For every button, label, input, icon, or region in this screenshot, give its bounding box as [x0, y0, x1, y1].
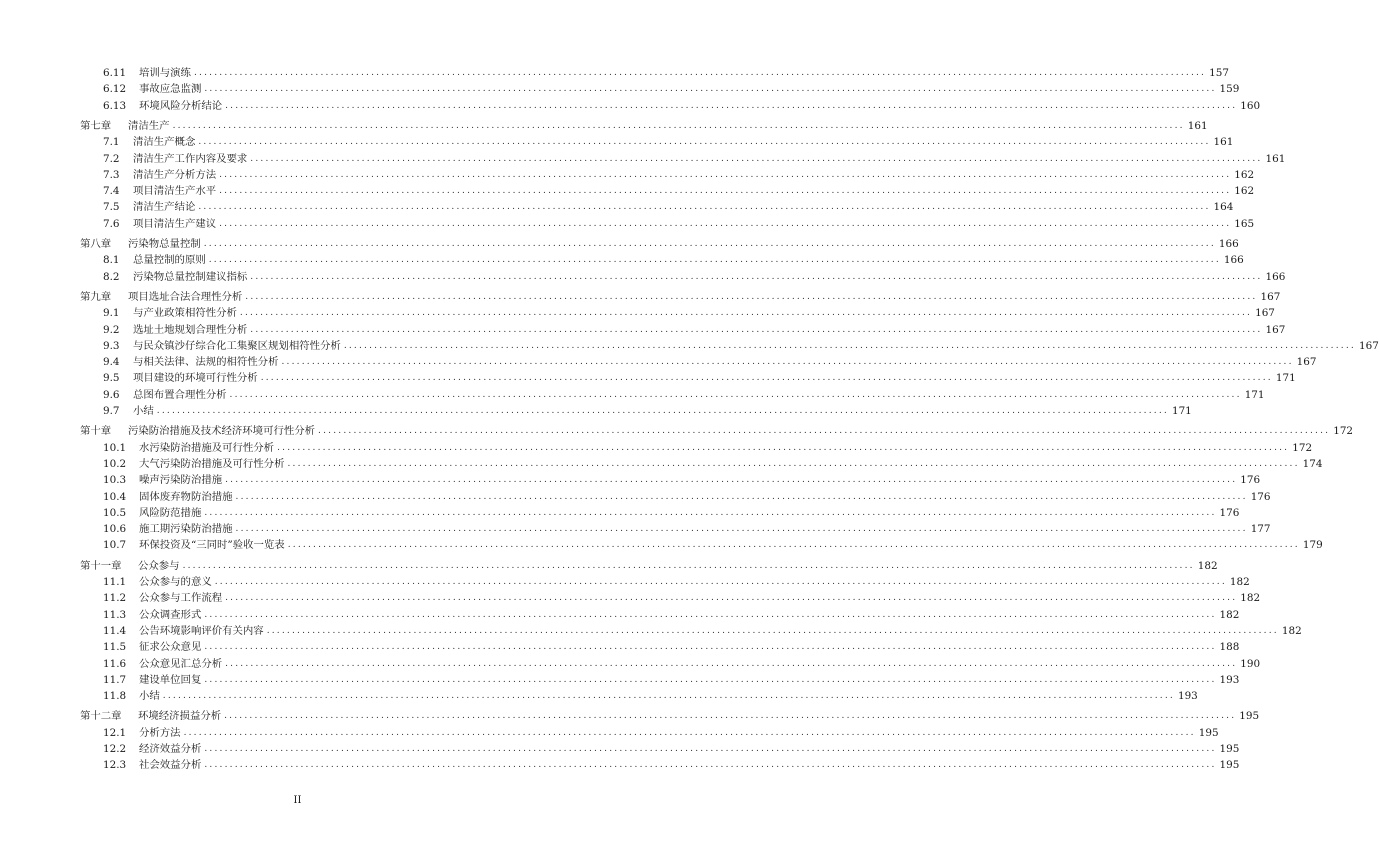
toc-entry-number: 11.7	[103, 673, 127, 686]
toc-entry-title: 与产业政策相符性分析	[133, 307, 237, 320]
toc-leader-dots: ........................................................................................................................................................................................................	[208, 255, 1221, 266]
toc-leader-dots: ........................................................................................................................................................................................................	[225, 475, 1238, 486]
toc-entry-number: 第八章	[80, 238, 112, 250]
toc-entry-page: 171	[1171, 405, 1192, 417]
toc-leader-dots: ........................................................................................................................................................................................................	[287, 458, 1300, 469]
toc-entry-number: 11.5	[103, 641, 127, 654]
toc-leader-dots: ........................................................................................................................................................................................................	[260, 373, 1273, 384]
toc-entry-title: 清洁生产分析方法	[133, 168, 217, 181]
toc-entry-number: 10.6	[103, 523, 127, 536]
toc-leader-dots: ........................................................................................................................................................................................................	[219, 186, 1232, 197]
toc-chapter-entry[interactable]	[80, 559, 1218, 573]
toc-leader-dots: ........................................................................................................................................................................................................	[182, 560, 1195, 571]
toc-section-entry[interactable]	[103, 758, 1240, 772]
toc-entry-title: 经济效益分析	[139, 743, 202, 755]
toc-entry-page: 167	[1255, 307, 1275, 320]
toc-entry-title: 环境经济损益分析	[138, 710, 222, 723]
toc-entry-page: 176	[1250, 490, 1271, 503]
toc-entry-number: 第九章	[80, 290, 112, 303]
toc-chapter-entry[interactable]	[80, 709, 1260, 723]
toc-leader-dots: ........................................................................................................................................................................................................	[281, 357, 1294, 368]
toc-entry-page: 165	[1234, 217, 1255, 230]
toc-entry-title: 公众意见汇总分析	[139, 657, 223, 670]
toc-entry-page: 195	[1219, 759, 1240, 772]
toc-entry-number: 11.3	[103, 608, 127, 621]
toc-section-entry[interactable]	[103, 473, 1261, 487]
page-number-footer: II	[293, 795, 302, 806]
toc-section-entry[interactable]	[103, 657, 1261, 671]
toc-entry-number: 12.3	[103, 759, 127, 772]
toc-entry-title: 与民众镇沙仔综合化工集聚区规划相符性分析	[133, 339, 341, 352]
toc-leader-dots: ........................................................................................................................................................................................................	[224, 711, 1237, 722]
toc-entry-page: 171	[1275, 372, 1296, 385]
toc-entry-title: 征求公众意见	[139, 641, 202, 654]
toc-section-entry[interactable]	[103, 640, 1240, 654]
toc-chapter-entry[interactable]	[80, 119, 1208, 133]
toc-entry-title: 固体废弃物防治措施	[139, 490, 233, 503]
toc-entry-title: 清洁生产结论	[133, 201, 196, 214]
toc-entry-page: 174	[1302, 457, 1323, 470]
toc-entry-title: 建设单位回复	[139, 673, 202, 686]
toc-entry-number: 10.3	[103, 474, 127, 487]
toc-entry-number: 6.13	[103, 99, 127, 112]
toc-entry-number: 第十一章	[80, 559, 122, 572]
toc-entry-number: 7.1	[103, 136, 120, 149]
toc-section-entry[interactable]	[103, 726, 1219, 740]
toc-section-entry[interactable]	[103, 624, 1302, 638]
toc-entry-title: 污染物总量控制建议指标	[133, 270, 248, 283]
toc-entry-number: 9.6	[103, 388, 120, 401]
toc-leader-dots: ........................................................................................................................................................................................................	[225, 100, 1238, 111]
toc-entry-title: 总量控制的原则	[133, 254, 206, 267]
toc-leader-dots: ........................................................................................................................................................................................................	[229, 389, 1242, 400]
toc-section-entry[interactable]	[103, 253, 1244, 267]
toc-leader-dots: ........................................................................................................................................................................................................	[239, 308, 1253, 319]
toc-chapter-entry[interactable]	[80, 237, 1239, 251]
toc-entry-page: 167	[1358, 339, 1379, 352]
toc-leader-dots: ........................................................................................................................................................................................................	[204, 642, 1217, 653]
toc-leader-dots: ........................................................................................................................................................................................................	[245, 291, 1258, 302]
toc-entry-page: 176	[1240, 474, 1261, 487]
toc-entry-number: 9.5	[103, 372, 120, 385]
toc-entry-number: 7.3	[103, 168, 120, 181]
toc-entry-title: 项目清洁生产水平	[133, 185, 217, 198]
toc-entry-title: 水污染防治措施及可行性分析	[139, 441, 275, 454]
toc-section-entry[interactable]	[103, 371, 1296, 385]
toc-entry-number: 12.1	[103, 726, 127, 739]
toc-entry-page: 176	[1219, 506, 1240, 519]
toc-entry-number: 10.7	[103, 539, 127, 552]
toc-entry-number: 8.2	[103, 270, 120, 283]
toc-leader-dots: ........................................................................................................................................................................................................	[219, 169, 1232, 180]
toc-section-entry[interactable]	[103, 66, 1229, 80]
toc-section-entry[interactable]	[103, 323, 1286, 337]
toc-entry-number: 第七章	[80, 119, 112, 132]
toc-entry-page: 167	[1260, 290, 1281, 303]
toc-section-entry[interactable]	[103, 404, 1192, 418]
toc-entry-number: 11.2	[103, 592, 127, 605]
toc-entry-title: 项目建设的环境可行性分析	[133, 372, 258, 385]
toc-entry-number: 第十二章	[80, 710, 122, 723]
toc-entry-number: 9.1	[103, 307, 120, 320]
toc-entry-number: 10.1	[103, 441, 127, 454]
toc-section-entry[interactable]	[103, 689, 1198, 703]
toc-entry-page: 195	[1219, 743, 1240, 755]
toc-section-entry[interactable]	[103, 306, 1275, 320]
toc-leader-dots: ........................................................................................................................................................................................................	[204, 609, 1217, 620]
toc-leader-dots: ........................................................................................................................................................................................................	[162, 691, 1175, 702]
toc-entry-title: 风险防范措施	[139, 506, 202, 519]
toc-entry-number: 10.2	[103, 457, 127, 470]
toc-entry-page: 157	[1209, 67, 1229, 79]
toc-entry-title: 清洁生产	[128, 119, 170, 132]
toc-leader-dots: ........................................................................................................................................................................................................	[219, 218, 1232, 229]
toc-entry-number: 12.2	[103, 743, 127, 755]
toc-section-entry[interactable]	[103, 184, 1255, 198]
toc-leader-dots: ........................................................................................................................................................................................................	[225, 658, 1238, 669]
toc-leader-dots: ........................................................................................................................................................................................................	[235, 491, 1248, 502]
toc-entry-page: 161	[1265, 152, 1286, 165]
toc-entry-number: 10.4	[103, 490, 127, 503]
toc-entry-title: 大气污染防治措施及可行性分析	[139, 457, 285, 470]
toc-entry-title: 施工期污染防治措施	[139, 523, 233, 536]
toc-section-entry[interactable]	[103, 355, 1317, 369]
toc-leader-dots: ........................................................................................................................................................................................................	[203, 239, 1216, 249]
toc-leader-dots: ........................................................................................................................................................................................................	[198, 137, 1211, 148]
toc-entry-page: 195	[1198, 726, 1219, 739]
toc-entry-page: 172	[1333, 425, 1354, 438]
toc-entry-page: 177	[1250, 523, 1271, 536]
toc-entry-page: 166	[1218, 238, 1239, 250]
toc-leader-dots: ........................................................................................................................................................................................................	[204, 674, 1217, 685]
toc-section-entry[interactable]	[103, 152, 1286, 166]
toc-section-entry[interactable]	[103, 608, 1240, 622]
toc-entry-title: 公众参与	[138, 559, 180, 572]
toc-section-entry[interactable]	[103, 135, 1234, 149]
toc-section-entry[interactable]	[103, 168, 1255, 182]
toc-entry-page: 162	[1234, 185, 1255, 198]
toc-entry-page: 160	[1240, 99, 1261, 112]
toc-entry-page: 172	[1292, 441, 1313, 454]
toc-entry-page: 166	[1223, 254, 1244, 267]
toc-section-entry[interactable]	[103, 522, 1271, 536]
toc-leader-dots: ........................................................................................................................................................................................................	[204, 744, 1217, 754]
toc-leader-dots: ........................................................................................................................................................................................................	[250, 324, 1263, 335]
toc-chapter-entry[interactable]	[80, 424, 1354, 438]
toc-entry-page: 193	[1177, 690, 1198, 703]
toc-entry-page: 167	[1296, 356, 1317, 369]
toc-entry-title: 总图布置合理性分析	[133, 388, 227, 401]
toc-entry-number: 6.11	[103, 67, 127, 79]
toc-leader-dots: ........................................................................................................................................................................................................	[204, 760, 1217, 771]
toc-entry-number: 9.4	[103, 356, 120, 369]
toc-entry-number: 9.2	[103, 323, 120, 336]
toc-entry-title: 选址土地规划合理性分析	[133, 323, 248, 336]
toc-leader-dots: ........................................................................................................................................................................................................	[250, 271, 1263, 282]
toc-entry-page: 167	[1265, 323, 1286, 336]
toc-entry-page: 164	[1213, 201, 1234, 214]
toc-leader-dots: ........................................................................................................................................................................................................	[204, 507, 1217, 518]
toc-entry-page: 182	[1219, 608, 1240, 621]
toc-entry-page: 193	[1219, 673, 1240, 686]
toc-entry-page: 161	[1187, 119, 1208, 132]
toc-section-entry[interactable]	[103, 673, 1240, 687]
toc-entry-number: 7.4	[103, 185, 120, 198]
toc-entry-page: 171	[1244, 388, 1265, 401]
toc-entry-number: 7.6	[103, 217, 120, 230]
toc-entry-number: 10.5	[103, 506, 127, 519]
toc-entry-page: 182	[1197, 559, 1218, 572]
toc-entry-number: 11.8	[103, 690, 127, 703]
toc-entry-title: 公告环境影响评价有关内容	[139, 624, 264, 637]
toc-leader-dots: ........................................................................................................................................................................................................	[287, 540, 1300, 551]
toc-leader-dots: ........................................................................................................................................................................................................	[235, 524, 1248, 535]
toc-entry-title: 清洁生产工作内容及要求	[133, 152, 248, 165]
toc-section-entry[interactable]	[103, 82, 1240, 96]
toc-section-entry[interactable]	[103, 388, 1265, 402]
toc-entry-number: 11.1	[103, 576, 127, 588]
toc-entry-title: 项目清洁生产建议	[133, 217, 217, 230]
toc-entry-page: 195	[1239, 710, 1260, 723]
toc-entry-title: 公众调查形式	[139, 608, 202, 621]
toc-leader-dots: ........................................................................................................................................................................................................	[204, 84, 1217, 95]
toc-leader-dots: ........................................................................................................................................................................................................	[156, 406, 1169, 416]
toc-section-entry[interactable]	[103, 270, 1286, 284]
toc-entry-number: 11.6	[103, 657, 127, 670]
toc-leader-dots: ........................................................................................................................................................................................................	[318, 426, 1331, 437]
toc-entry-title: 小结	[133, 405, 154, 417]
toc-entry-title: 与相关法律、法规的相符性分析	[133, 356, 279, 369]
toc-entry-title: 事故应急监测	[139, 83, 202, 96]
toc-entry-page: 190	[1240, 657, 1261, 670]
toc-entry-number: 第十章	[80, 425, 112, 438]
toc-entry-number: 8.1	[103, 254, 120, 267]
toc-entry-title: 污染防治措施及技术经济环境可行性分析	[128, 425, 316, 438]
toc-entry-title: 环保投资及“三同时”验收一览表	[139, 539, 285, 552]
toc-leader-dots: ........................................................................................................................................................................................................	[193, 68, 1207, 78]
toc-entry-page: 188	[1219, 641, 1240, 654]
toc-section-entry[interactable]	[103, 200, 1234, 214]
toc-leader-dots: ........................................................................................................................................................................................................	[277, 442, 1290, 453]
toc-entry-title: 环境风险分析结论	[139, 99, 223, 112]
toc-entry-title: 小结	[139, 690, 160, 703]
toc-entry-title: 污染物总量控制	[128, 238, 201, 250]
toc-section-entry[interactable]	[103, 457, 1323, 471]
toc-entry-title: 分析方法	[139, 726, 181, 739]
toc-leader-dots: ........................................................................................................................................................................................................	[198, 202, 1211, 213]
toc-leader-dots: ........................................................................................................................................................................................................	[214, 577, 1227, 587]
toc-section-entry[interactable]	[103, 742, 1240, 756]
toc-entry-title: 公众参与的意义	[139, 576, 212, 588]
toc-entry-title: 清洁生产概念	[133, 136, 196, 149]
toc-entry-page: 161	[1213, 136, 1234, 149]
toc-section-entry[interactable]	[103, 217, 1255, 231]
toc-section-entry[interactable]	[103, 339, 1379, 353]
toc-leader-dots: ........................................................................................................................................................................................................	[172, 120, 1185, 131]
toc-leader-dots: ........................................................................................................................................................................................................	[225, 593, 1238, 604]
toc-entry-page: 182	[1240, 592, 1261, 605]
toc-leader-dots: ........................................................................................................................................................................................................	[250, 153, 1263, 164]
toc-entry-page: 182	[1229, 576, 1250, 588]
toc-entry-page: 159	[1219, 83, 1240, 96]
toc-entry-page: 182	[1281, 624, 1302, 637]
toc-section-entry[interactable]	[103, 575, 1250, 589]
toc-entry-number: 6.12	[103, 83, 127, 96]
toc-section-entry[interactable]	[103, 99, 1261, 113]
toc-leader-dots: ........................................................................................................................................................................................................	[343, 340, 1356, 351]
toc-entry-page: 166	[1265, 270, 1286, 283]
toc-section-entry[interactable]	[103, 591, 1261, 605]
toc-entry-number: 7.2	[103, 152, 120, 165]
toc-entry-page: 179	[1302, 539, 1323, 552]
toc-entry-number: 7.5	[103, 201, 120, 214]
toc-entry-number: 9.7	[103, 405, 120, 417]
toc-chapter-entry[interactable]	[80, 290, 1281, 304]
toc-section-entry[interactable]	[103, 490, 1271, 504]
toc-entry-page: 162	[1234, 168, 1255, 181]
toc-entry-title: 噪声污染防治措施	[139, 474, 223, 487]
toc-entry-title: 培训与演练	[139, 67, 191, 79]
toc-entry-title: 社会效益分析	[139, 759, 202, 772]
toc-entry-number: 11.4	[103, 624, 127, 637]
toc-entry-title: 公众参与工作流程	[139, 592, 223, 605]
toc-leader-dots: ........................................................................................................................................................................................................	[183, 727, 1196, 738]
toc-entry-number: 9.3	[103, 339, 120, 352]
toc-leader-dots: ........................................................................................................................................................................................................	[266, 625, 1279, 636]
toc-section-entry[interactable]	[103, 506, 1240, 520]
toc-entry-title: 项目选址合法合理性分析	[128, 290, 243, 303]
toc-section-entry[interactable]	[103, 441, 1313, 455]
toc-section-entry[interactable]	[103, 538, 1323, 552]
